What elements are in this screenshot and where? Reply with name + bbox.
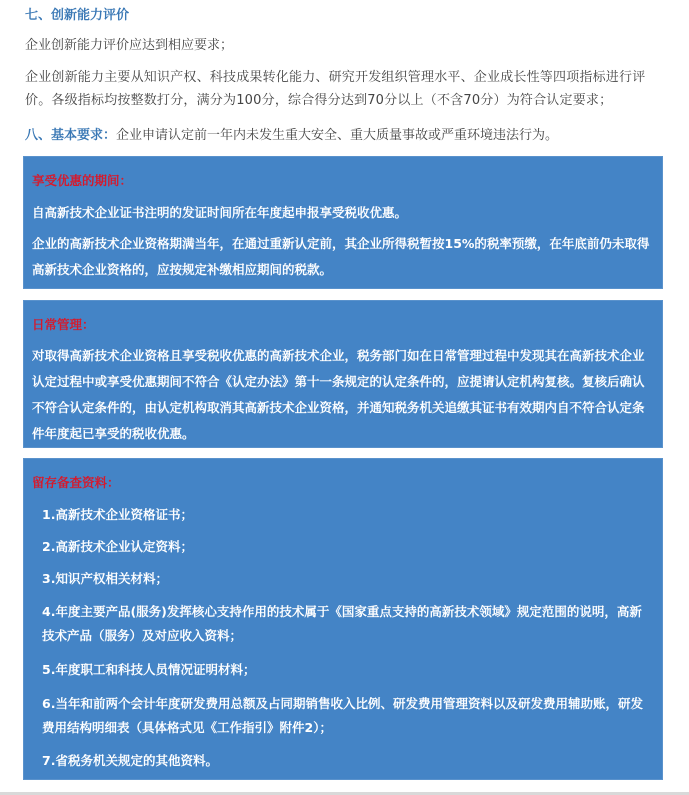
retained-document-item: 4.年度主要产品(服务)发挥核心支持作用的技术属于《国家重点支持的高新技术领域》规定范围的说明，高新技术产品（服务）及对应收入资料； bbox=[42, 604, 642, 643]
daily-management-label: 日常管理： bbox=[32, 317, 95, 332]
retained-document-item: 5.年度职工和科技人员情况证明材料； bbox=[42, 662, 256, 677]
section-7-paragraph-1: 企业创新能力评价应达到相应要求； bbox=[25, 38, 234, 53]
section-8-text: 企业申请认定前一年内未发生重大安全、重大质量事故或严重环境违法行为。 bbox=[116, 128, 559, 143]
section-8-title: 八、基本要求： bbox=[25, 128, 117, 143]
daily-management-text: 对取得高新技术企业资格且享受税收优惠的高新技术企业，税务部门如在日常管理过程中发现其在高新技术企业认定过程中或享受优惠期间不符合《认定办法》第十一条规定的认定条件的，应提请认定机构复核。复核后确认不符合认定条件的，由认定机构取消其高新技术企业资格，并通知税务机关追缴其证书有效期内自不符合认定条件年度起已享受的税收优惠。 bbox=[32, 348, 645, 441]
preferential-period-line-2: 企业的高新技术企业资格期满当年，在通过重新认定前，其企业所得税暂按15%的税率预缴，在年底前仍未取得高新技术企业资格的，应按规定补缴相应期间的税款。 bbox=[32, 236, 650, 277]
section-7-title: 七、创新能力评价 bbox=[25, 8, 130, 23]
retained-document-item: 3.知识产权相关材料； bbox=[42, 571, 168, 586]
preferential-period-label: 享受优惠的期间： bbox=[32, 173, 133, 188]
preferential-period-line-1: 自高新技术企业证书注明的发证时间所在年度起申报享受税收优惠。 bbox=[32, 205, 408, 220]
retained-documents-box bbox=[23, 458, 663, 780]
section-7-paragraph-2: 企业创新能力主要从知识产权、科技成果转化能力、研究开发组织管理水平、企业成长性等四项指标进行评价。各级指标均按整数打分，满分为100分，综合得分达到70分以上（不含70分）为符合认定要求； bbox=[25, 70, 646, 108]
preferential-period-box bbox=[23, 156, 663, 289]
retained-document-item: 2.高新技术企业认定资料； bbox=[42, 539, 193, 554]
retained-documents-label: 留存备查资料： bbox=[32, 475, 120, 490]
retained-document-item: 1.高新技术企业资格证书； bbox=[42, 507, 193, 522]
retained-document-item: 7.省税务机关规定的其他资料。 bbox=[42, 753, 218, 768]
retained-document-item: 6.当年和前两个会计年度研发费用总额及占同期销售收入比例、研发费用管理资料以及研发费用辅助账，研发费用结构明细表（具体格式见《工作指引》附件2）； bbox=[42, 696, 643, 735]
section-8-paragraph bbox=[25, 124, 665, 148]
daily-management-box bbox=[23, 300, 663, 448]
